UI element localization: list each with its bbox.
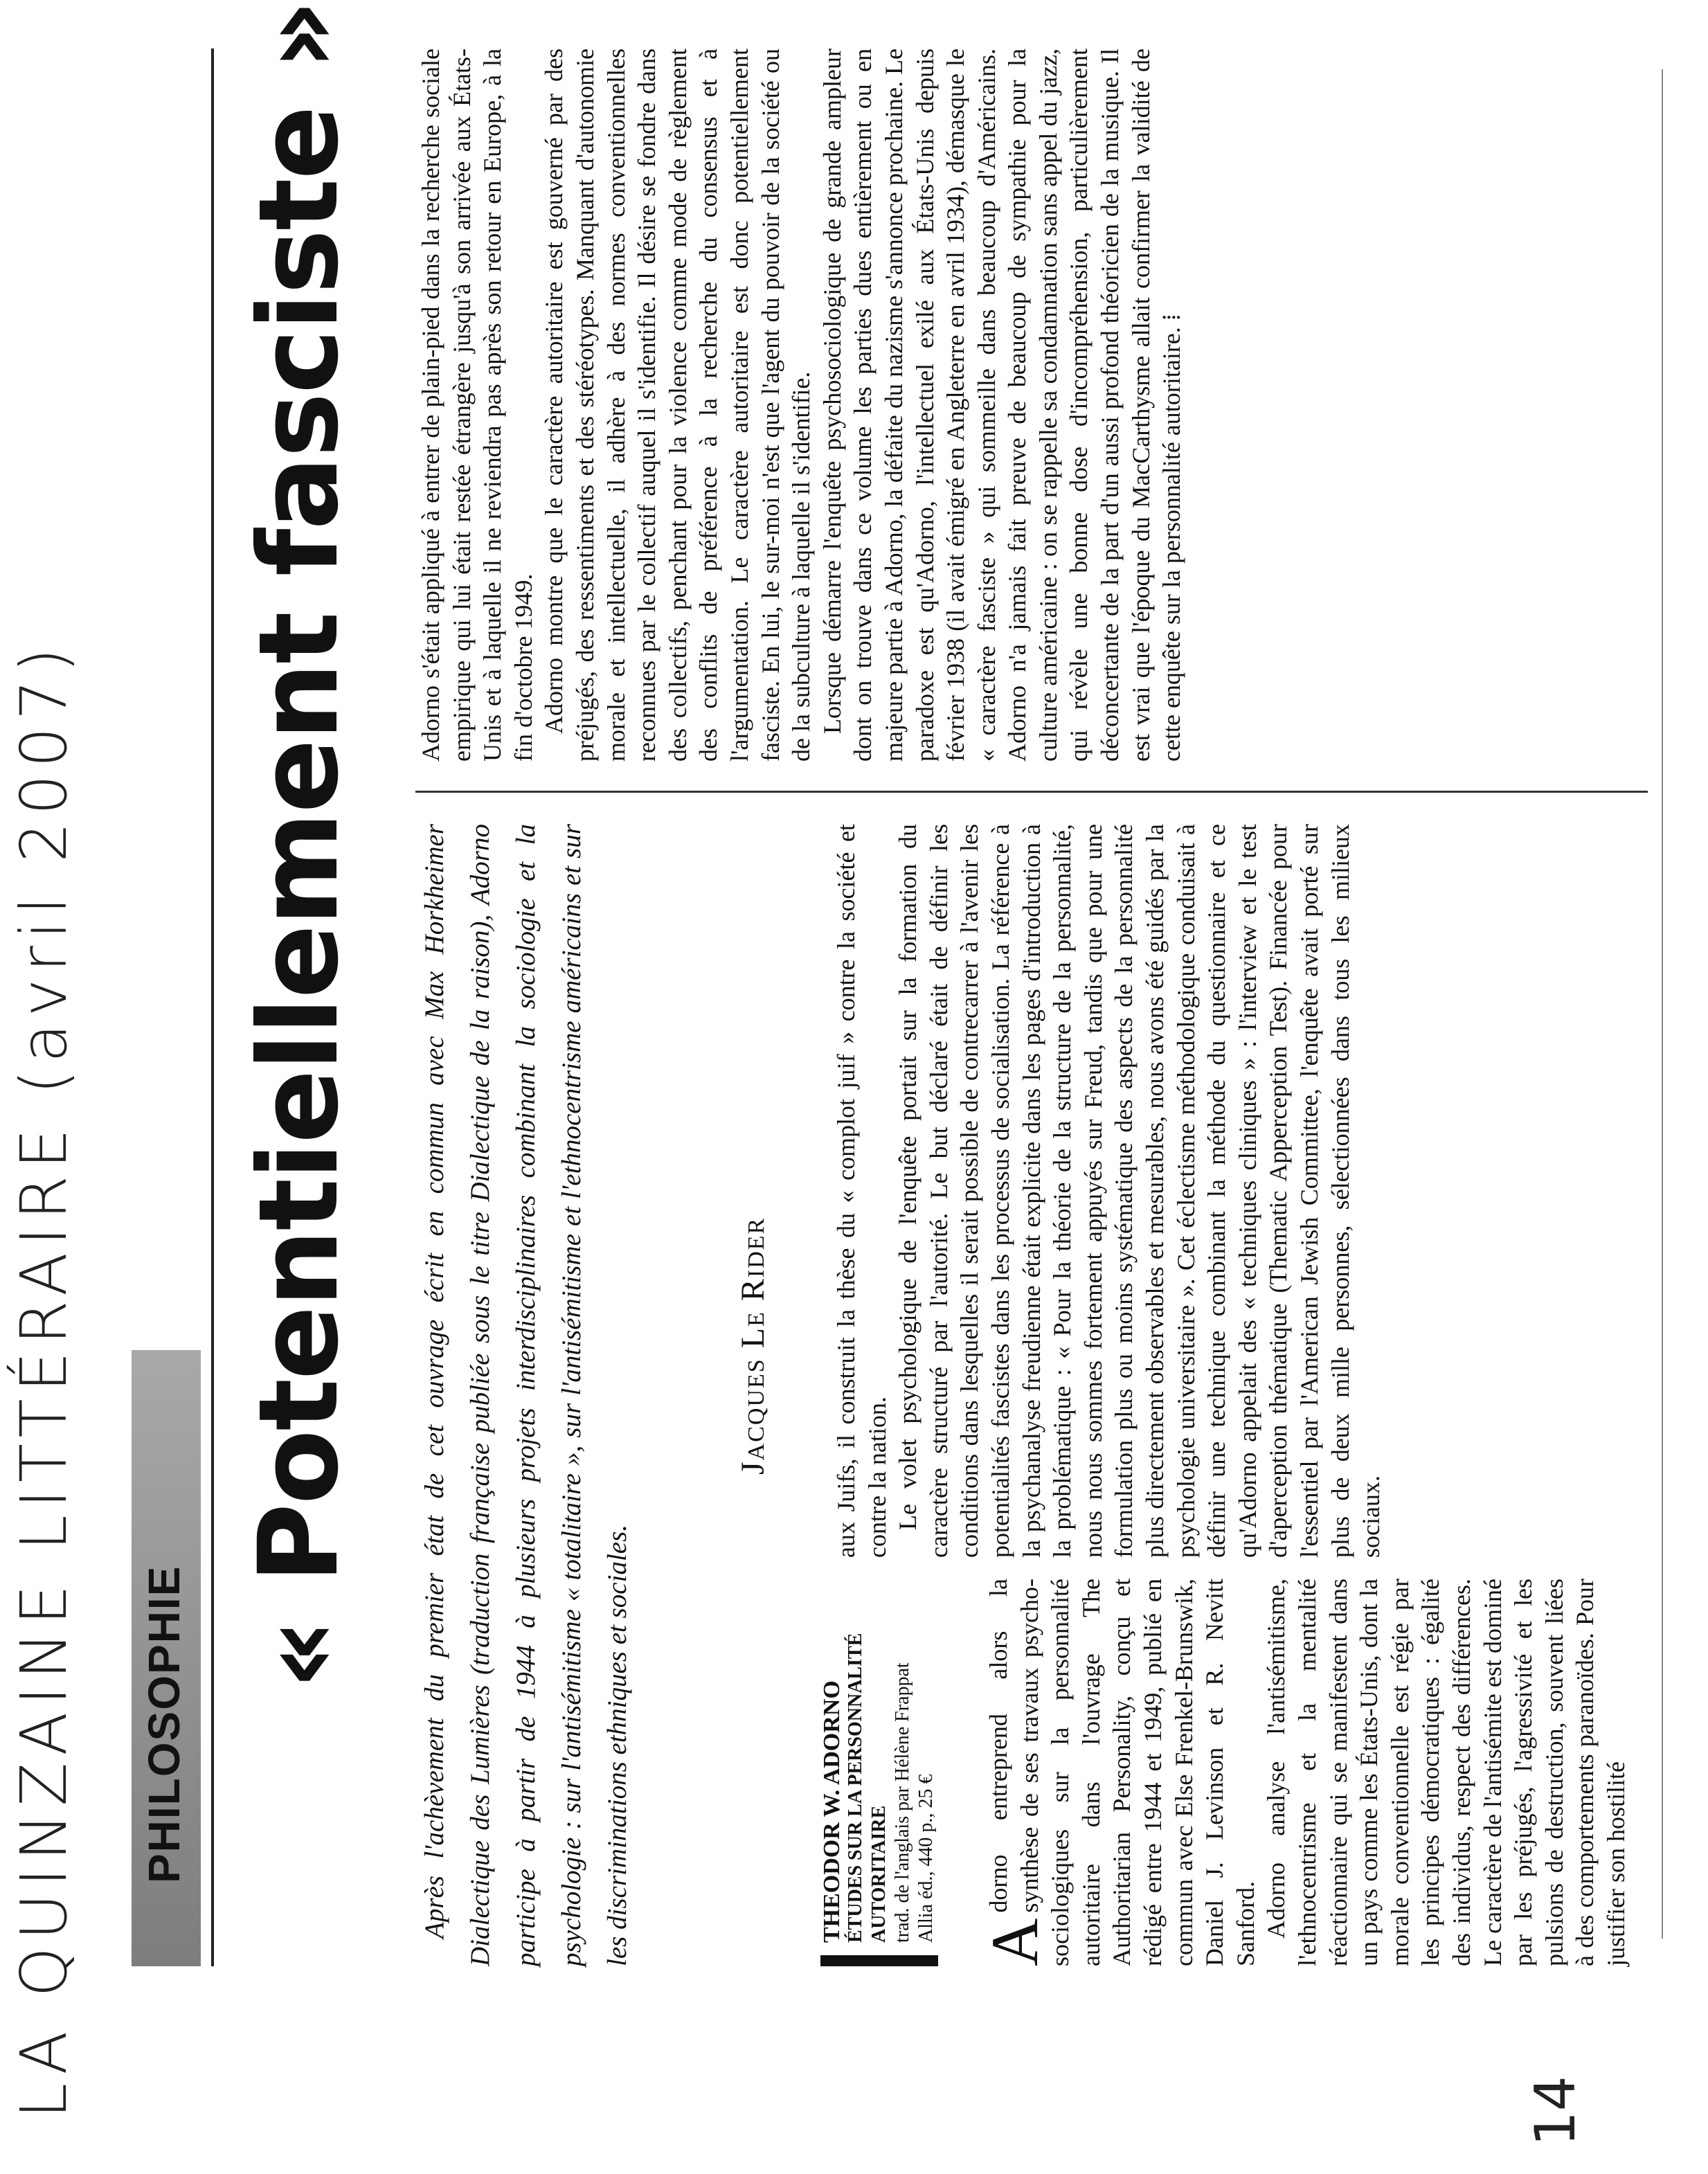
paragraph: aux Juifs, il construit la thèse du « complot juif » contre la société et contre la nation. — [832, 824, 891, 1558]
article-headline: « Potentiellement fasciste » — [235, 1, 363, 1689]
page-number: 14 — [1523, 2076, 1588, 2146]
book-reference — [820, 1555, 938, 1966]
section-rubric — [132, 1350, 201, 1966]
paragraph: Lorsque démarre l'enquête psychosociologique de grande ampleur dont on trouve dans ce volume les parties dues entièrement ou en majeure partie à Adorno, la défaite du nazisme s'annonce prochaine. Le paradoxe est qu'Adorno, l'intellectuel exilé aux États-Unis depuis février 1938 (il avait émigré en Angleterre en avril 1934), démasque le « caractère fasciste » qui sommeille dans beaucoup d'Américains. Adorno n'a jamais fait preuve de beaucoup de sympathie pour la culture américaine : on se rappelle sa condamnation sans appel du jazz, qui révèle une bonne dose d'incompréhension, particulièrement déconcertante de la part d'un aussi profond théoricien de la musique. Il est vrai que l'époque du MacCarthysme allait confirmer la validité de cette enquête sur la personnalité autoritaire. ⁞ — [818, 48, 1186, 762]
paragraph: Adorno analyse l'antisémitisme, l'ethnocentrisme et la mentalité réactionnaire qui se manifestent dans un pays comme les États-Unis, dont la morale conventionnelle est régie par les principes démocratiques : égalité des individus, respect des différences. Le caractère de l'antisémite est dominé par les préjugés, l'agressivité et les pulsions de destruction, souvent liées à des comportements paranoïdes. Pour justifier son hostilité — [1262, 1579, 1630, 1966]
paragraph: Adorno s'était appliqué à entrer de plain-pied dans la recherche sociale empirique qui lui était restée étrangère jusqu'à son arrivée aux États-Unis et à laquelle il ne reviendra pas après son retour en Europe, à la fin d'octobre 1949. — [417, 48, 537, 762]
column-divider — [415, 791, 1648, 793]
top-rule — [211, 48, 214, 1966]
book-title: ÉTUDES SUR LA PERSONNALITÉ AUTORITAIRE — [845, 1633, 890, 1943]
drop-cap: A — [978, 1918, 1052, 1966]
book-publisher: Allia éd., 440 p., 25 € — [915, 1774, 937, 1943]
book-translator: trad. de l'anglais par Hélène Frappat — [892, 1662, 913, 1943]
article-column-3 — [415, 48, 1187, 762]
bottom-rule — [1662, 69, 1663, 1939]
paragraph-text: dorno entreprend alors la synthèse de ses travaux psycho-sociologiques sur la personnalité autoritaire dans l'ouvrage The Authoritarian Personality, conçu et rédigé entre 1944 et 1949, publié en commun avec Else Frenkel-Brunswik, Daniel J. Levinson et R. Nevitt Sanford. — [985, 1579, 1259, 1966]
article-column-1 — [978, 1579, 1631, 1966]
paragraph: Adorno montre que le caractère autoritaire est gouverné par des préjugés, des ressentiments et des stéréotypes. Manquant d'autonomie morale et intellectuelle, il adhère à des normes conventionnelles reconnues par le collectif auquel il s'identifie. Il désire se fondre dans des collectifs, penchant pour la violence comme mode de règlement des conflits de préférence à la recherche du consensus et à l'argumentation. Le caractère autoritaire est donc potentiellement fasciste. En lui, le sur-moi n'est que l'agent du pouvoir de la société ou de la subculture à laquelle il s'identifie. — [540, 48, 816, 762]
handwritten-note: LA QUINZAINE LITTÉRAIRE (avril 2007) — [7, 640, 81, 2119]
book-author: THEODOR W. ADORNO — [819, 1680, 845, 1943]
article-column-2 — [831, 824, 1387, 1558]
author-byline: Jacques Le Rider — [735, 1216, 771, 1475]
paragraph: Le volet psychologique de l'enquête portait sur la formation du caractère structuré par l'autorité. Le but déclaré était de définir les conditions dans lesquelles il serait possible de contrecarrer à l'avenir les potentialités fascistes dans les processus de socialisation. La référence à la psychanalyse freudienne était explicite dans les pages d'introduction à la problématique : « Pour la théorie de la structure de la personnalité, nous nous sommes fortement appuyés sur Freud, tandis que pour une formulation plus ou moins systématique des aspects de la personnalité plus directement observables et mesurables, nous avons été guidés par la psychologie universitaire ». Cet éclectisme méthodologique conduisait à définir une technique combinant la méthode du questionnaire et ce qu'Adorno appelait des « techniques cliniques » : l'interview et le test d'aperception thématique (Thematic Apperception Test). Financée pour l'essentiel par l'American Jewish Committee, l'enquête avait porté sur plus de deux mille personnes, sélectionnées dans tous les milieux sociaux. — [894, 824, 1385, 1558]
paragraph — [978, 1579, 1261, 1966]
article-standfirst: Après l'achèvement du premier état de cet ouvrage écrit en commun avec Max Horkheimer Dialectique des Lumières (traduction française publiée sous le titre Dialectique de la raison), Adorno participe à partir de 1944 à plusieurs projets interdisciplinaires combinant la sociologie et la psychologie : sur l'antisémitisme « totalitaire », sur l'antisémitisme et l'ethnocentrisme américains et sur les discriminations ethniques et sociales. — [420, 824, 632, 1966]
rubric-label: PHILOSOPHIE — [139, 1565, 189, 1883]
